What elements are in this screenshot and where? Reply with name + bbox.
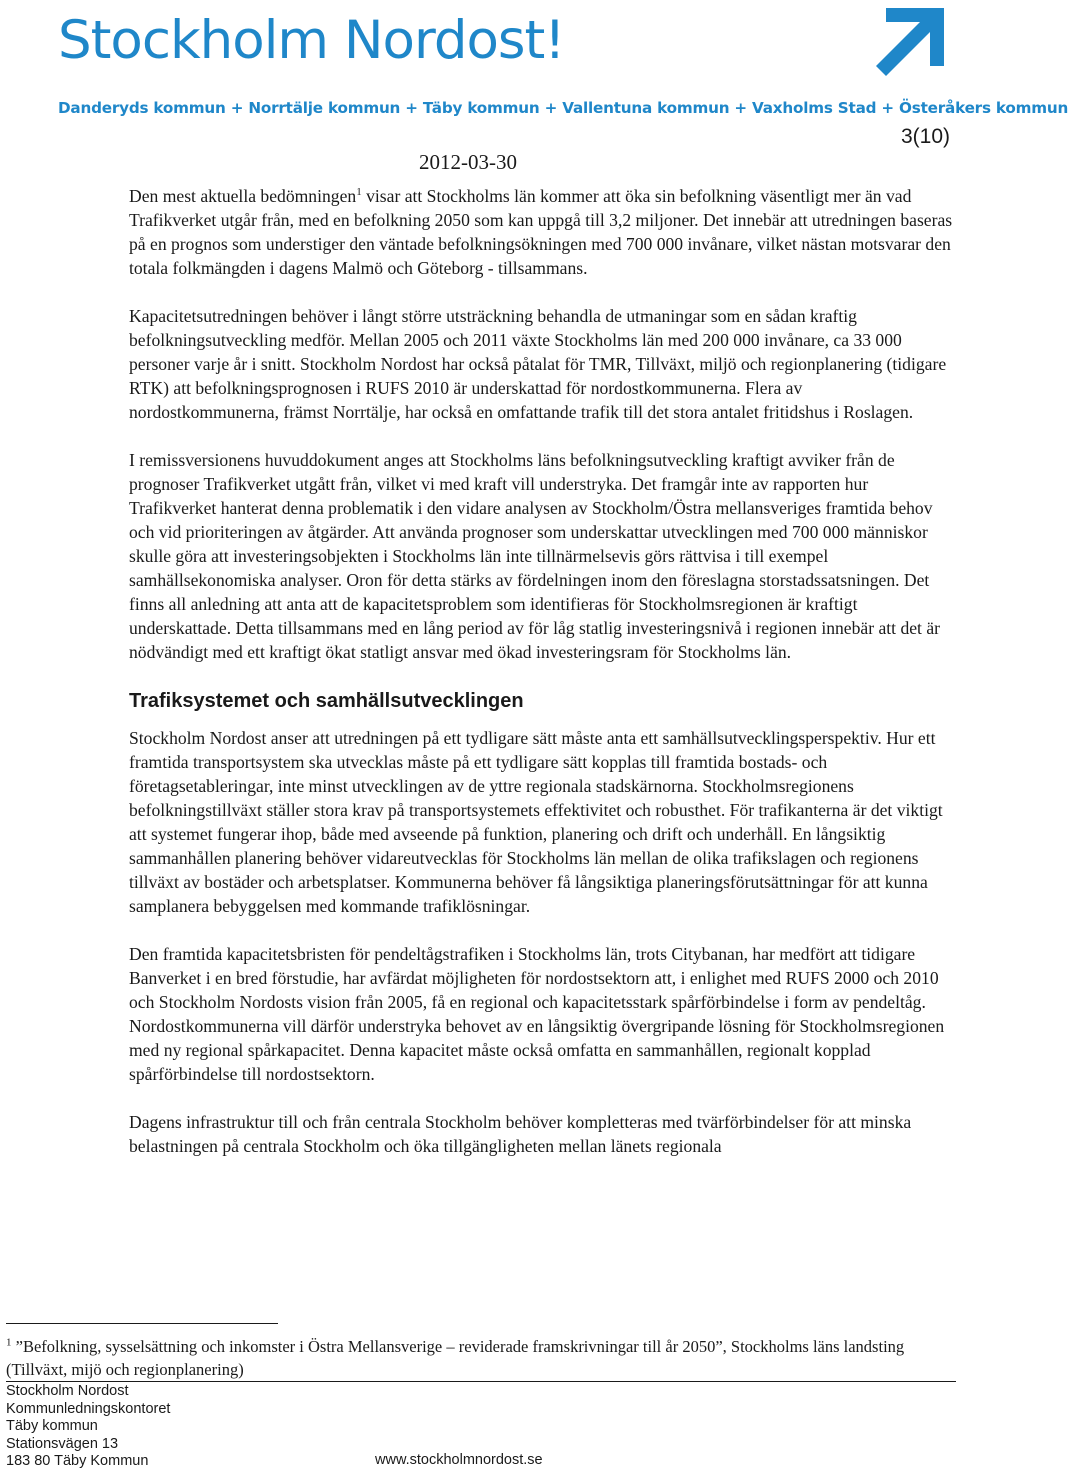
arrow-up-right-icon (872, 4, 948, 78)
footer-divider (6, 1381, 956, 1382)
paragraph-text: Den mest aktuella bedömningen (129, 186, 357, 206)
address-line: Täby kommun (6, 1418, 98, 1434)
paragraph-population-assessment (129, 184, 955, 280)
paragraph-text: visar att Stockholms län kommer att öka sin befolkning väsentligt mer än vad Trafikverket utgår från, med en befolkning 2050 som kan uppgå till 3,2 miljoner. Det innebär att utredningen baseras på en prognos som understiger den väntade befolkningsökningen med 700 000 invånare, vilket nästan motsvarar den totala folkmängden i dagens Malmö och Göteborg - tillsammans. (129, 186, 953, 278)
paragraph-consultation-version: I remissversionens huvuddokument anges att Stockholms läns befolkningsutveckling kraftigt avviker från de prognoser Trafikverket utgått från, vilket vi med kraft vill understryka. Det framgår inte av rapporten hur Trafikverket hanterat denna problematik i den vidare analysen av Stockholm/Östra mellansveriges framtida behov och vid prioriteringen av åtgärder. Att använda prognoser som underskattar utvecklingen med 700 000 människor skulle göra att investeringsobjekten i Stockholms län inte tillnärmelsevis görs rättvisa i till exempel samhällsekonomiska analyser. Oron för detta stärks av fördelningen inom den föreslagna storstadssatsningen. Det finns all anledning att anta att de kapacitetsproblem som identifieras för Stockholmsregionen är kraftigt underskattade. Detta tillsammans med en lång period av för låg statlig investeringsnivå i regionen innebär att det är nödvändigt med ett kraftigt ökat statligt ansvar med ökad investeringsram för Stockholms län. (129, 450, 941, 662)
footer-address (6, 1383, 170, 1471)
paragraph-infrastructure: Dagens infrastruktur till och från centrala Stockholm behöver kompletteras med tvärförbindelser för att minska belastningen på centrala Stockholm och öka tillgängligheten mellan länets regionala (129, 1112, 912, 1156)
member-municipalities: Danderyds kommun + Norrtälje kommun + Täby kommun + Vallentuna kommun + Vaxholms Stad + Österåkers kommun (58, 99, 1068, 117)
paragraph-community-development: Stockholm Nordost anser att utredningen på ett tydligare sätt måste anta ett samhällsutvecklingsperspektiv. Hur ett framtida transportsystem ska utvecklas måste på ett tydligare sätt kopplas till framtida bostads- och företagsetableringar, inte minst utvecklingen av de yttre regionala stadskärnorna. Stockholmsregionens befolkningstillväxt ställer stora krav på transportsystemets effektivitet och robusthet. För trafikanterna är det viktigt att systemet fungerar ihop, både med avseende på funktion, planering och drift och underhåll. En långsiktig sammanhållen planering behöver vidareutvecklas för Stockholms län mellan de olika trafikslagen och regionens tillväxt av bostäder och arbetsplatser. Kommunerna behöver få långsiktiga planeringsförutsättningar för att kunna samplanera bebyggelsen med kommande trafiklösningar. (129, 728, 943, 916)
paragraph-commuter-train: Den framtida kapacitetsbristen för pendeltågstrafiken i Stockholms län, trots Citybanan, har medfört att tidigare Banverket i en bred förstudie, har avfärdat möjligheten för nordostsektorn att, i enlighet med RUFS 2000 och 2010 och Stockholm Nordosts vision från 2005, få en regional och kapacitetsstark spårförbindelse i form av pendeltåg. Nordostkommunerna vill därför understryka behovet av en långsiktig övergripande lösning för Stockholmsregionen med ny regional spårkapacitet. Denna kapacitet måste också omfatta en sammanhållen, regionalt kopplad spårförbindelse till nordostsektorn. (129, 944, 945, 1084)
page-header (0, 0, 1068, 128)
address-line: Stockholm Nordost (6, 1383, 129, 1399)
footnote (6, 1335, 946, 1381)
address-line: Stationsvägen 13 (6, 1435, 119, 1452)
website-link[interactable]: www.stockholmnordost.se (375, 1452, 543, 1468)
brand-title: Stockholm Nordost! (58, 10, 565, 71)
section-heading: Trafiksystemet och samhällsutvecklingen (129, 690, 524, 712)
footnote-reference: 1 (356, 186, 362, 199)
footnote-text: ”Befolkning, sysselsättning och inkomster i Östra Mellansverige – reviderade framskrivningar till år 2050”, Stockholms läns landsting (Tillväxt, mijö och regionplanering) (6, 1337, 905, 1379)
document-date: 2012-03-30 (419, 150, 517, 174)
footnote-number: 1 (6, 1336, 12, 1349)
page-number: 3(10) (900, 125, 950, 148)
paragraph-capacity-study: Kapacitetsutredningen behöver i långt större utsträckning behandla de utmaningar som en sådan kraftig befolkningsutveckling medför. Mellan 2005 och 2011 växte Stockholms län med 200 000 invånare, ca 33 000 personer varje år i snitt. Stockholm Nordost har också påtalat för TMR, Tillväxt, miljö och regionplanering (tidigare RTK) att befolkningsprognosen i RUFS 2010 är underskattad för nordostkommunerna. Flera av nordostkommunerna, främst Norrtälje, har också en omfattande trafik till det stora antalet fritidshus i Roslagen. (129, 306, 947, 422)
address-line: 183 80 Täby Kommun (6, 1453, 149, 1469)
footnote-divider (6, 1323, 278, 1324)
document-body (129, 184, 955, 1182)
address-line: Kommunledningskontoret (6, 1400, 171, 1417)
